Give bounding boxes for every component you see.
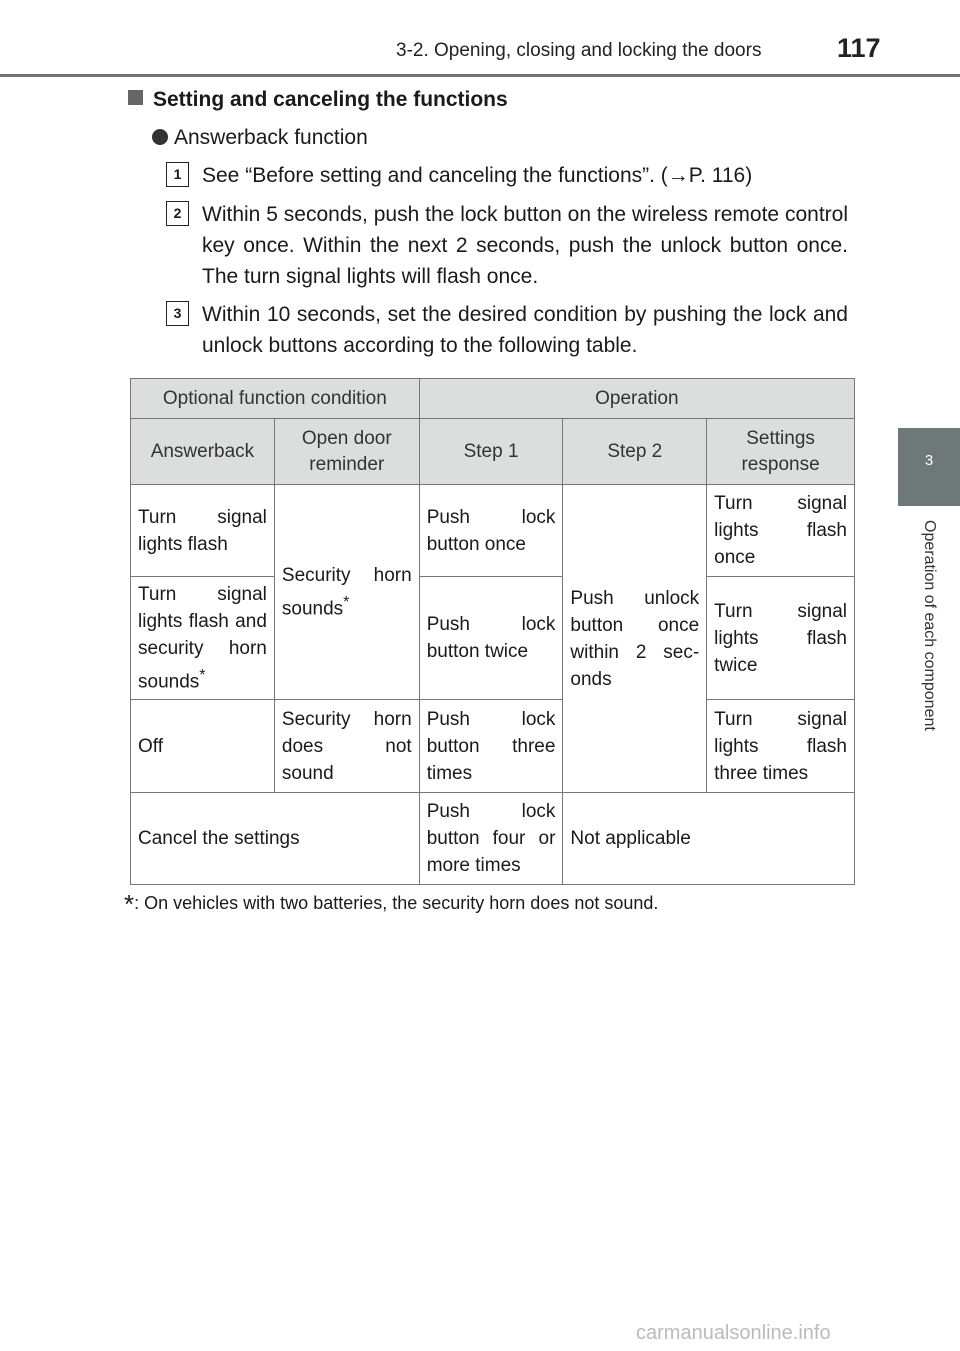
header-title: 3-2. Opening, closing and locking the doors	[396, 40, 762, 61]
step-text: Within 5 seconds, push the lock button on the wireless remote control key once. Within the next 2 seconds, push the unlock button once. The turn signal lights will flash once.	[202, 203, 848, 288]
column-header: Step 2	[563, 419, 707, 485]
section-heading	[128, 88, 508, 112]
answerback-cell: Cancel the settings	[131, 793, 420, 885]
footnote-text: : On vehicles with two batteries, the security horn does not sound.	[134, 893, 659, 913]
chapter-tab-number: 3	[924, 452, 934, 469]
step1-cell: Push lock button three times	[419, 700, 563, 793]
table-row	[131, 700, 855, 793]
answerback-cell: Turn signal lights flash	[131, 485, 275, 577]
section-heading-text: Setting and canceling the functions	[153, 88, 508, 111]
asterisk-mark: *	[343, 594, 350, 611]
subsection-bullet-text: Answerback function	[174, 126, 368, 149]
subsection-bullet	[152, 126, 368, 150]
table-row	[131, 793, 855, 885]
table-row	[131, 485, 855, 577]
cell-text: Security horn sounds	[281, 565, 412, 620]
response-cell: Turn signal lights flash three times	[707, 700, 855, 793]
step-2	[166, 199, 848, 292]
footnote-mark: *	[124, 889, 135, 919]
step-3	[166, 299, 848, 361]
column-header: Answerback	[131, 419, 275, 485]
step-badge: 2	[166, 201, 189, 226]
chapter-tab-label: Operation of each component	[921, 520, 938, 731]
table-row	[131, 577, 855, 700]
response-cell: Not applicable	[563, 793, 855, 885]
answerback-cell	[131, 577, 275, 700]
answerback-cell: Off	[131, 700, 275, 793]
header-rule	[0, 74, 960, 77]
response-cell: Turn signal lights flash twice	[707, 577, 855, 700]
step-badge: 3	[166, 301, 189, 326]
group-header-condition: Optional function condition	[131, 379, 420, 419]
cell-text: Turn signal lights flash and security horn sounds	[138, 584, 267, 693]
asterisk-mark: *	[199, 667, 206, 684]
open-door-reminder-cell	[274, 485, 419, 700]
page-number: 117	[837, 33, 881, 63]
table-group-header-row	[131, 379, 855, 419]
table-header-row	[131, 419, 855, 485]
circle-bullet-icon	[152, 129, 168, 145]
column-header: Settings response	[707, 419, 855, 485]
watermark: carmanualsonline.info	[636, 1322, 831, 1344]
open-door-reminder-cell: Security horn does not sound	[274, 700, 419, 793]
step1-cell: Push lock button four or more times	[419, 793, 563, 885]
chapter-tab[interactable]	[898, 428, 960, 506]
step1-cell: Push lock button twice	[419, 577, 563, 700]
step-text: Within 10 seconds, set the desired condition by pushing the lock and unlock buttons according to the following table.	[202, 303, 848, 357]
answerback-options-table	[130, 378, 855, 885]
column-header: Open door reminder	[274, 419, 419, 485]
step-1	[166, 160, 848, 191]
square-bullet-icon	[128, 90, 143, 105]
group-header-operation: Operation	[419, 379, 854, 419]
column-header: Step 1	[419, 419, 563, 485]
footnote	[124, 889, 658, 920]
step-text: See “Before setting and canceling the functions”. (→P. 116)	[202, 164, 753, 187]
step2-cell: Push unlock button once within 2 sec-onds	[563, 485, 707, 793]
response-cell: Turn signal lights flash once	[707, 485, 855, 577]
step-badge: 1	[166, 162, 189, 187]
step1-cell: Push lock button once	[419, 485, 563, 577]
